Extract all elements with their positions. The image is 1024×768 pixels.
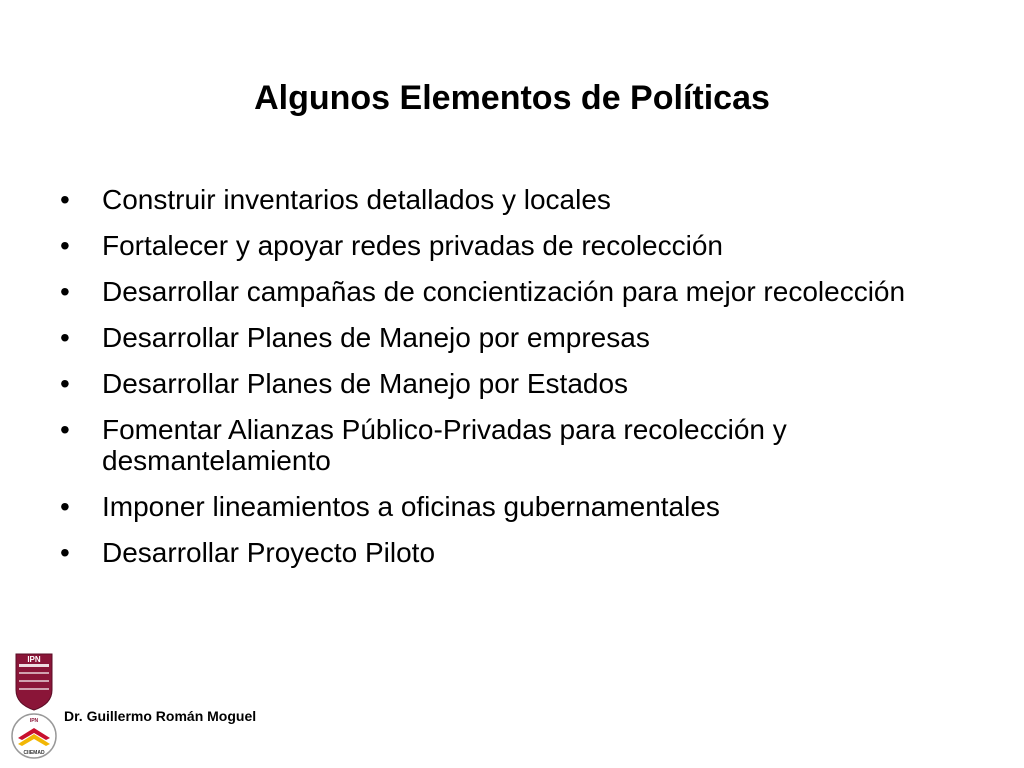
ciiemad-logo-top-text: IPN <box>29 718 39 724</box>
bullet-dot: • <box>60 276 70 307</box>
bullet-dot: • <box>60 322 70 353</box>
bullet-text: Desarrollar Planes de Manejo por Estados <box>102 368 629 399</box>
ipn-logo <box>16 654 52 710</box>
bullet-text: Fortalecer y apoyar redes privadas de recolección <box>102 230 723 261</box>
bullet-text: Imponer lineamientos a oficinas gubernamentales <box>102 491 720 522</box>
footer-author: Dr. Guillermo Román Moguel <box>64 708 257 724</box>
bullet-item <box>60 322 960 353</box>
ciiemad-logo-text: CIIEMAD <box>23 750 45 756</box>
bullet-text: Desarrollar Proyecto Piloto <box>102 537 436 568</box>
bullet-dot: • <box>60 184 70 215</box>
ipn-logo-text: IPN <box>27 655 41 664</box>
bullet-dot: • <box>60 414 70 445</box>
bullet-text: Desarrollar Planes de Manejo por empresas <box>102 322 650 353</box>
bullet-item <box>60 184 960 215</box>
footer-logos <box>6 650 62 762</box>
bullet-text: Desarrollar campañas de concientización para mejor recolección <box>102 276 906 307</box>
bullet-text: Construir inventarios detallados y locales <box>102 184 611 215</box>
ipn-logo-band <box>19 664 49 667</box>
bullet-dot: • <box>60 230 70 261</box>
bullet-item <box>60 491 960 522</box>
bullet-item <box>60 276 960 307</box>
bullet-text: Fomentar Alianzas Público-Privadas para recolección y desmantelamiento <box>102 414 787 476</box>
ciiemad-logo <box>12 714 56 758</box>
bullet-item <box>60 230 960 261</box>
logo-group <box>6 650 62 762</box>
bullet-item <box>60 537 960 568</box>
ipn-logo-band <box>19 672 49 674</box>
bullet-item <box>60 368 960 399</box>
bullet-dot: • <box>60 491 70 522</box>
bullet-dot: • <box>60 368 70 399</box>
bullet-item <box>60 414 960 476</box>
ipn-logo-band <box>19 680 49 682</box>
slide-title: Algunos Elementos de Políticas <box>254 79 770 117</box>
bullet-dot: • <box>60 537 70 568</box>
bullet-list <box>60 184 960 583</box>
ipn-logo-band <box>19 688 49 690</box>
